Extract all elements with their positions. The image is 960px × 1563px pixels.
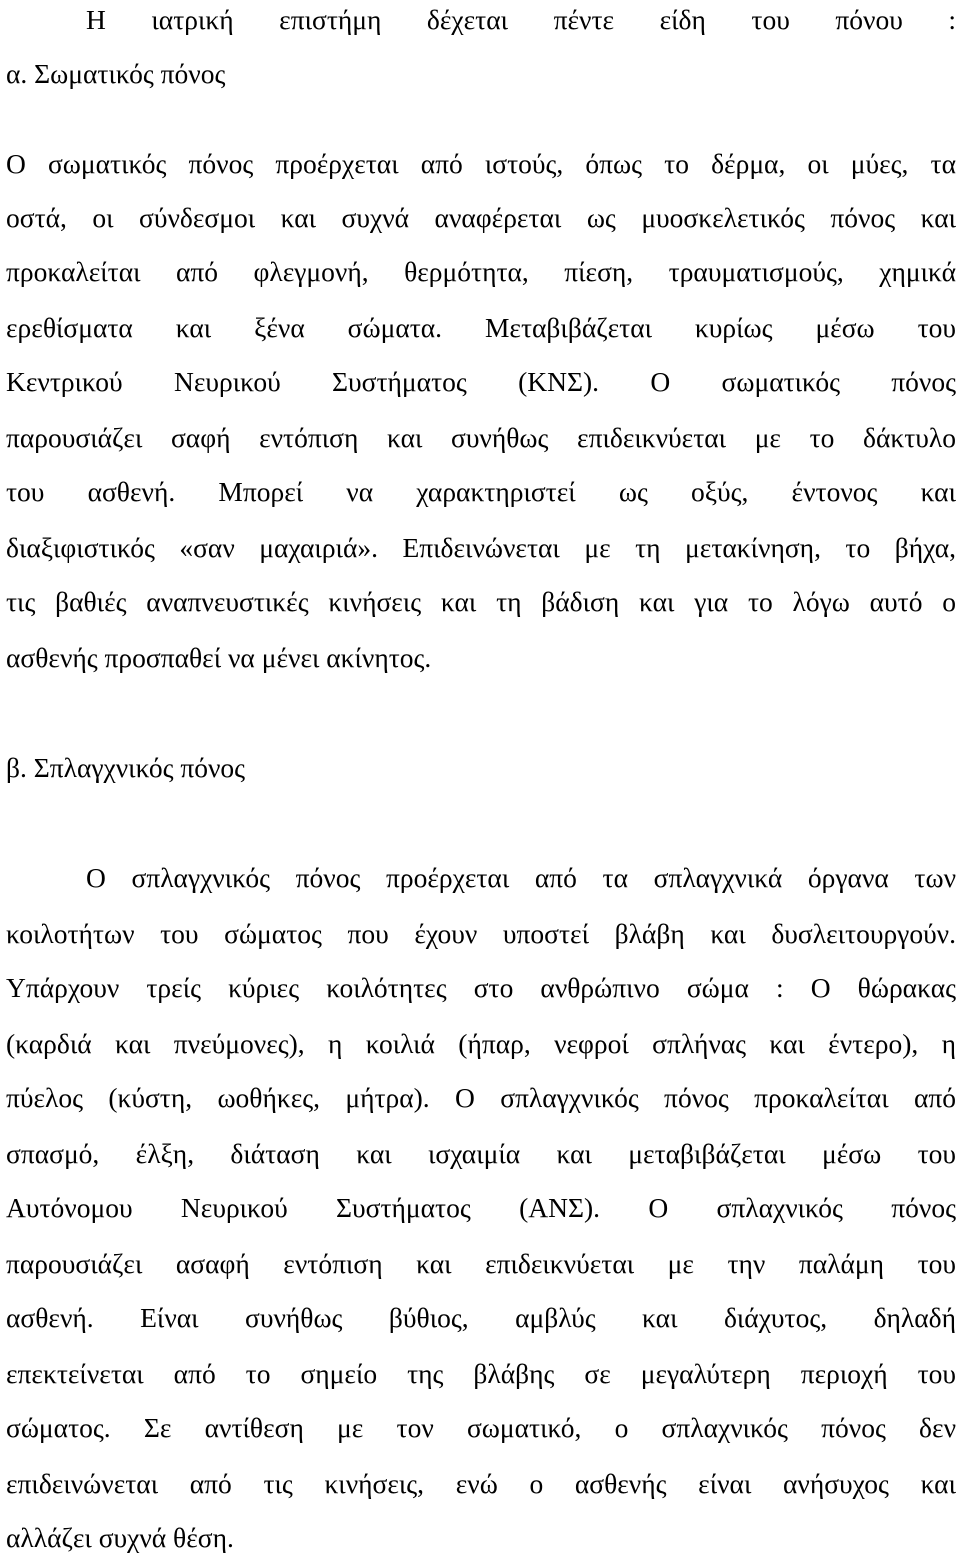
paragraph-line: παρουσιάζει ασαφή εντόπιση και επιδεικνύεται με την παλάμη του — [6, 1248, 956, 1279]
paragraph-line: επιδεινώνεται από τις κινήσεις, ενώ ο ασθενής είναι ανήσυχος και — [6, 1468, 956, 1499]
paragraph-line: πύελος (κύστη, ωοθήκες, μήτρα). Ο σπλαγχνικός πόνος προκαλείται από — [6, 1082, 956, 1113]
section-a-heading: α. Σωματικός πόνος — [6, 58, 226, 89]
paragraph-line: οστά, οι σύνδεσμοι και συχνά αναφέρεται ως μυοσκελετικός πόνος και — [6, 202, 956, 233]
paragraph-line: του ασθενή. Μπορεί να χαρακτηριστεί ως οξύς, έντονος και — [6, 476, 956, 507]
paragraph-line: σώματος. Σε αντίθεση με τον σωματικό, ο σπλαχνικός πόνος δεν — [6, 1412, 956, 1443]
paragraph-line: Ο σπλαγχνικός πόνος προέρχεται από τα σπλαγχνικά όργανα των — [86, 862, 956, 893]
paragraph-line: ερεθίσματα και ξένα σώματα. Μεταβιβάζεται κυρίως μέσω του — [6, 312, 956, 343]
paragraph-line: Κεντρικού Νευρικού Συστήματος (ΚΝΣ). Ο σωματικός πόνος — [6, 366, 956, 397]
paragraph-line: Ο σωματικός πόνος προέρχεται από ιστούς, όπως το δέρμα, οι μύες, τα — [6, 148, 956, 179]
paragraph-line: ασθενή. Είναι συνήθως βύθιος, αμβλύς και διάχυτος, δηλαδή — [6, 1302, 956, 1333]
paragraph-line: ασθενής προσπαθεί να μένει ακίνητος. — [6, 642, 432, 673]
paragraph-line: αλλάζει συχνά θέση. — [6, 1522, 234, 1553]
section-b-heading: β. Σπλαγχνικός πόνος — [6, 752, 246, 783]
paragraph-line: σπασμό, έλξη, διάταση και ισχαιμία και μεταβιβάζεται μέσω του — [6, 1138, 956, 1169]
paragraph-line: διαξιφιστικός «σαν μαχαιριά». Επιδεινώνεται με τη μετακίνηση, το βήχα, — [6, 532, 956, 563]
paragraph-line: κοιλοτήτων του σώματος που έχουν υποστεί βλάβη και δυσλειτουργούν. — [6, 918, 956, 949]
paragraph-line: Αυτόνομου Νευρικού Συστήματος (ΑΝΣ). Ο σπλαχνικός πόνος — [6, 1192, 956, 1223]
paragraph-line: Υπάρχουν τρείς κύριες κοιλότητες στο ανθρώπινο σώμα : Ο θώρακας — [6, 972, 956, 1003]
paragraph-line: τις βαθιές αναπνευστικές κινήσεις και τη βάδιση και για το λόγω αυτό ο — [6, 586, 956, 617]
intro-line: Η ιατρική επιστήμη δέχεται πέντε είδη του πόνου : — [86, 4, 956, 35]
paragraph-line: (καρδιά και πνεύμονες), η κοιλιά (ήπαρ, νεφροί σπλήνας και έντερο), η — [6, 1028, 956, 1059]
paragraph-line: επεκτείνεται από το σημείο της βλάβης σε μεγαλύτερη περιοχή του — [6, 1358, 956, 1389]
paragraph-line: προκαλείται από φλεγμονή, θερμότητα, πίεση, τραυματισμούς, χημικά — [6, 256, 956, 287]
paragraph-line: παρουσιάζει σαφή εντόπιση και συνήθως επιδεικνύεται με το δάκτυλο — [6, 422, 956, 453]
